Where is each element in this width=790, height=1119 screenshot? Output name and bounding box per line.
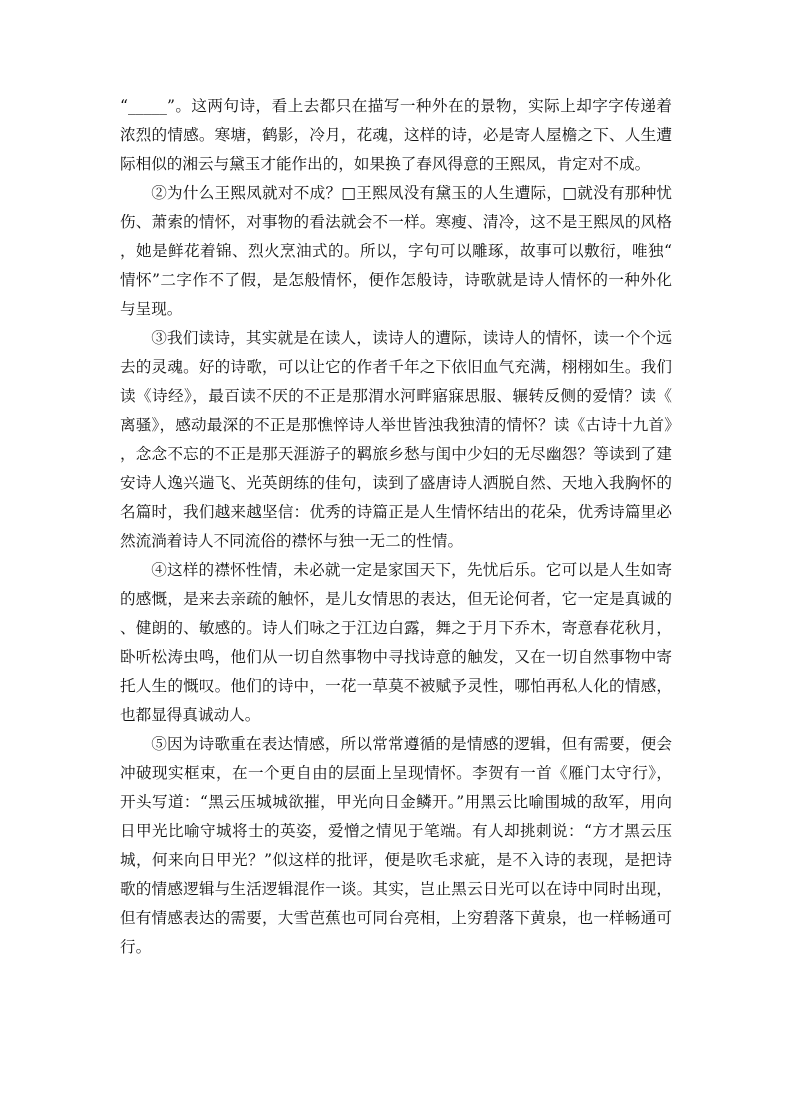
paragraph-4: ④这样的襟怀性情，未必就一定是家国天下，先忧后乐。它可以是人生如寄的感慨，是来去亲疏的触怀，是儿女情思的表达，但无论何者，它一定是真诚的、健朗的、敏感的。诗人们咏之于江边白露，舞之于月下乔木，寄意春花秋月，卧听松涛虫鸣，他们从一切自然事物中寻找诗意的触发，又在一切自然事物中寄托人生的慨叹。他们的诗中，一花一草莫不被赋予灵性，哪怕再私人化的情感，也都显得真诚动人。 [120, 561, 672, 724]
paragraph-3: ③我们读诗，其实就是在读人，读诗人的遭际，读诗人的情怀，读一个个远去的灵魂。好的诗歌，可以让它的作者千年之下依旧血气充满，栩栩如生。我们读《诗经》，最百读不厌的不正是那渭水河畔寤寐思服、辗转反侧的爱情？读《离骚》，感动最深的不正是那憔悴诗人举世皆浊我独清的情怀？读《古诗十九首》，念念不忘的不正是那天涯游子的羁旅乡愁与闺中少妇的无尽幽怨？等读到了建安诗人逸兴遄飞、光英朗练的佳句，读到了盛唐诗人洒脱自然、天地入我胸怀的名篇时，我们越来越坚信：优秀的诗篇正是人生情怀结出的花朵，优秀诗篇里必然流淌着诗人不同流俗的襟怀与独一无二的性情。 [120, 329, 672, 550]
article-body [120, 92, 672, 962]
paragraph-2: ②为什么王熙凤就对不成？□王熙凤没有黛玉的人生遭际，□就没有那种忧伤、萧索的情怀，对事物的看法就会不一样。寒瘦、清冷，这不是王熙凤的风格，她是鲜花着锦、烈火烹油式的。所以，字句可以雕琢，故事可以敷衍，唯独“情怀”二字作不了假，是怎般情怀，便作怎般诗，诗歌就是诗人情怀的一种外化与呈现。 [120, 184, 672, 318]
paragraph-5: ⑤因为诗歌重在表达情感，所以常常遵循的是情感的逻辑，但有需要，便会冲破现实框束，在一个更自由的层面上呈现情怀。李贺有一首《雁门太守行》，开头写道：“黑云压城城欲摧，甲光向日金鳞开。”用黑云比喻围城的敌军，用向日甲光比喻守城将士的英姿，爱憎之情见于笔端。有人却挑刺说：“方才黑云压城，何来向日甲光？”似这样的批评，便是吹毛求疵，是不入诗的表现，是把诗歌的情感逻辑与生活逻辑混作一谈。其实，岂止黑云日光可以在诗中同时出现，但有情感表达的需要，大雪芭蕉也可同台亮相，上穷碧落下黄泉，也一样畅通可行。 [120, 735, 672, 956]
paragraph-1-continuation: “_____”。这两句诗，看上去都只在描写一种外在的景物，实际上却字字传递着浓烈的情感。寒塘，鹤影，冷月，花魂，这样的诗，必是寄人屋檐之下、人生遭际相似的湘云与黛玉才能作出的，如果换了春风得意的王熙凤，肯定对不成。 [120, 97, 672, 173]
